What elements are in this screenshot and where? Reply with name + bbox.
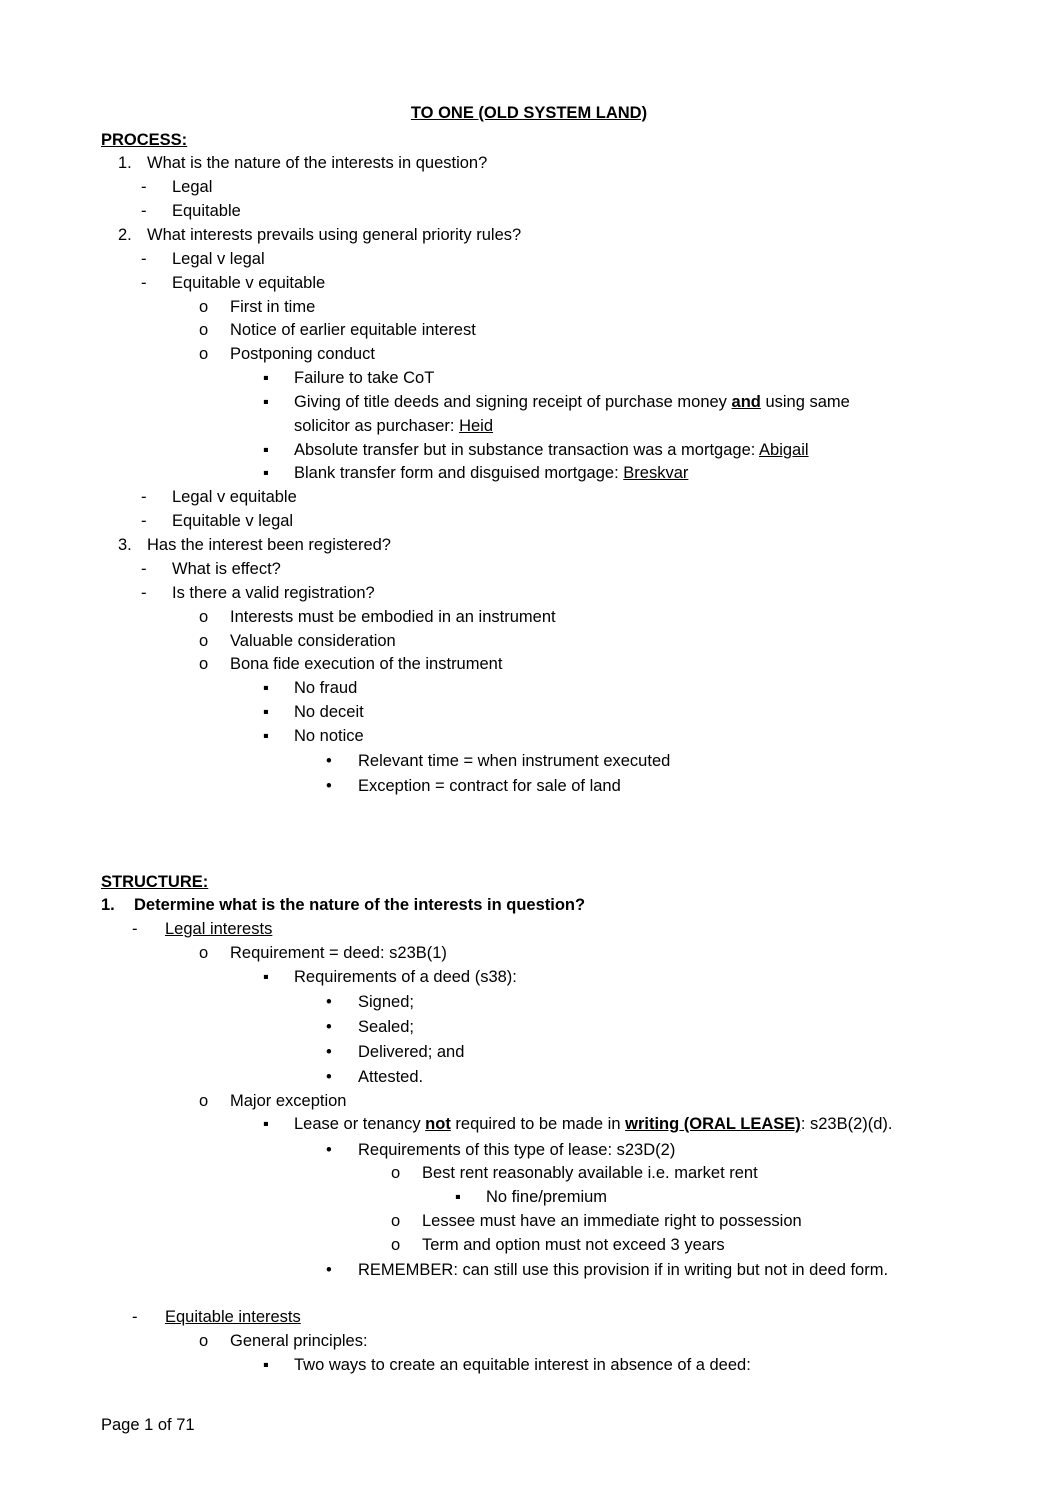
list-item: General principles: (230, 1332, 368, 1350)
case-reference: Abigail (759, 441, 809, 459)
emphasis-and: and (731, 393, 761, 411)
number-marker: 1. (101, 896, 115, 914)
list-item: Exception = contract for sale of land (358, 777, 621, 795)
list-item: Two ways to create an equitable interest in absence of a deed: (294, 1356, 751, 1374)
circle-marker: o (391, 1164, 401, 1182)
circle-marker: o (199, 321, 209, 339)
list-item: Attested. (358, 1068, 424, 1086)
circle-marker: o (199, 655, 209, 673)
square-marker: ▪ (263, 1356, 269, 1374)
dot-marker: • (326, 1068, 332, 1086)
list-item-continuation (294, 416, 493, 436)
circle-marker: o (391, 1212, 401, 1230)
list-item: What is effect? (172, 560, 281, 578)
list-item: No deceit (294, 703, 364, 721)
list-item: No fine/premium (486, 1188, 608, 1206)
list-item: No notice (294, 727, 364, 745)
structure-heading: STRUCTURE: (101, 873, 209, 891)
list-item: Lessee must have an immediate right to possession (422, 1212, 802, 1230)
list-item: REMEMBER: can still use this provision if in writing but not in deed form. (358, 1261, 889, 1279)
list-item: Equitable (172, 202, 241, 220)
process-q1: What is the nature of the interests in question? (147, 154, 488, 172)
square-marker: ▪ (263, 727, 269, 745)
case-reference: Breskvar (623, 464, 689, 482)
list-item: Notice of earlier equitable interest (230, 321, 476, 339)
list-item (294, 440, 809, 460)
square-marker: ▪ (455, 1188, 461, 1206)
dot-marker: • (326, 1141, 332, 1159)
list-item: Legal v equitable (172, 488, 297, 506)
dash-marker: - (132, 920, 138, 938)
text-run: Lease or tenancy (294, 1115, 426, 1133)
circle-marker: o (199, 298, 209, 316)
dot-marker: • (326, 1018, 332, 1036)
list-item: Major exception (230, 1092, 347, 1110)
list-item: Delivered; and (358, 1043, 465, 1061)
legal-interests-heading: Legal interests (165, 920, 273, 938)
circle-marker: o (199, 608, 209, 626)
list-item: Requirements of a deed (s38): (294, 968, 517, 986)
list-item: Bona fide execution of the instrument (230, 655, 503, 673)
number-marker: 2. (118, 226, 132, 244)
square-marker: ▪ (263, 464, 269, 482)
text-run: required to be made in (450, 1115, 626, 1133)
list-item: Failure to take CoT (294, 369, 435, 387)
dash-marker: - (141, 512, 147, 530)
list-item: Valuable consideration (230, 632, 396, 650)
dash-marker: - (141, 560, 147, 578)
circle-marker: o (199, 345, 209, 363)
page-title: TO ONE (OLD SYSTEM LAND) (410, 104, 648, 122)
text-run: Blank transfer form and disguised mortgage: (294, 464, 624, 482)
case-reference: Heid (459, 417, 494, 435)
circle-marker: o (199, 632, 209, 650)
text-run: : s23B(2)(d). (800, 1115, 893, 1133)
list-item (294, 1114, 893, 1134)
list-item: Equitable v legal (172, 512, 294, 530)
dot-marker: • (326, 752, 332, 770)
equitable-interests-heading: Equitable interests (165, 1308, 301, 1326)
list-item: Requirement = deed: s23B(1) (230, 944, 447, 962)
square-marker: ▪ (263, 441, 269, 459)
list-item: Legal v legal (172, 250, 265, 268)
dash-marker: - (132, 1308, 138, 1326)
dot-marker: • (326, 1261, 332, 1279)
list-item: Signed; (358, 993, 414, 1011)
page-number: Page 1 of 71 (101, 1416, 195, 1434)
circle-marker: o (199, 944, 209, 962)
emphasis-writing: writing (ORAL LEASE) (625, 1115, 801, 1133)
list-item: Legal (172, 178, 213, 196)
square-marker: ▪ (263, 369, 269, 387)
square-marker: ▪ (263, 1115, 269, 1133)
number-marker: 1. (118, 154, 132, 172)
text-run: solicitor as purchaser: (294, 417, 460, 435)
list-item (294, 392, 850, 412)
list-item: Requirements of this type of lease: s23D(2) (358, 1141, 676, 1159)
list-item (294, 463, 688, 483)
dash-marker: - (141, 202, 147, 220)
square-marker: ▪ (263, 393, 269, 411)
list-item: First in time (230, 298, 316, 316)
list-item: No fraud (294, 679, 358, 697)
list-item: Best rent reasonably available i.e. market rent (422, 1164, 758, 1182)
square-marker: ▪ (263, 968, 269, 986)
text-run: Absolute transfer but in substance transaction was a mortgage: (294, 441, 760, 459)
list-item: Is there a valid registration? (172, 584, 375, 602)
list-item: Interests must be embodied in an instrument (230, 608, 556, 626)
process-q2: What interests prevails using general priority rules? (147, 226, 522, 244)
dot-marker: • (326, 1043, 332, 1061)
process-heading: PROCESS: (101, 131, 188, 149)
number-marker: 3. (118, 536, 132, 554)
circle-marker: o (391, 1236, 401, 1254)
circle-marker: o (199, 1092, 209, 1110)
structure-step-1: Determine what is the nature of the interests in question? (134, 896, 586, 914)
emphasis-not: not (425, 1115, 451, 1133)
dash-marker: - (141, 584, 147, 602)
list-item: Sealed; (358, 1018, 414, 1036)
dash-marker: - (141, 178, 147, 196)
list-item: Relevant time = when instrument executed (358, 752, 671, 770)
process-q3: Has the interest been registered? (147, 536, 391, 554)
dot-marker: • (326, 993, 332, 1011)
list-item: Postponing conduct (230, 345, 375, 363)
square-marker: ▪ (263, 703, 269, 721)
dash-marker: - (141, 488, 147, 506)
dash-marker: - (141, 250, 147, 268)
square-marker: ▪ (263, 679, 269, 697)
circle-marker: o (199, 1332, 209, 1350)
text-run: Giving of title deeds and signing receipt of purchase money (294, 393, 732, 411)
dash-marker: - (141, 274, 147, 292)
list-item: Equitable v equitable (172, 274, 326, 292)
text-run: using same (760, 393, 850, 411)
dot-marker: • (326, 777, 332, 795)
list-item: Term and option must not exceed 3 years (422, 1236, 725, 1254)
